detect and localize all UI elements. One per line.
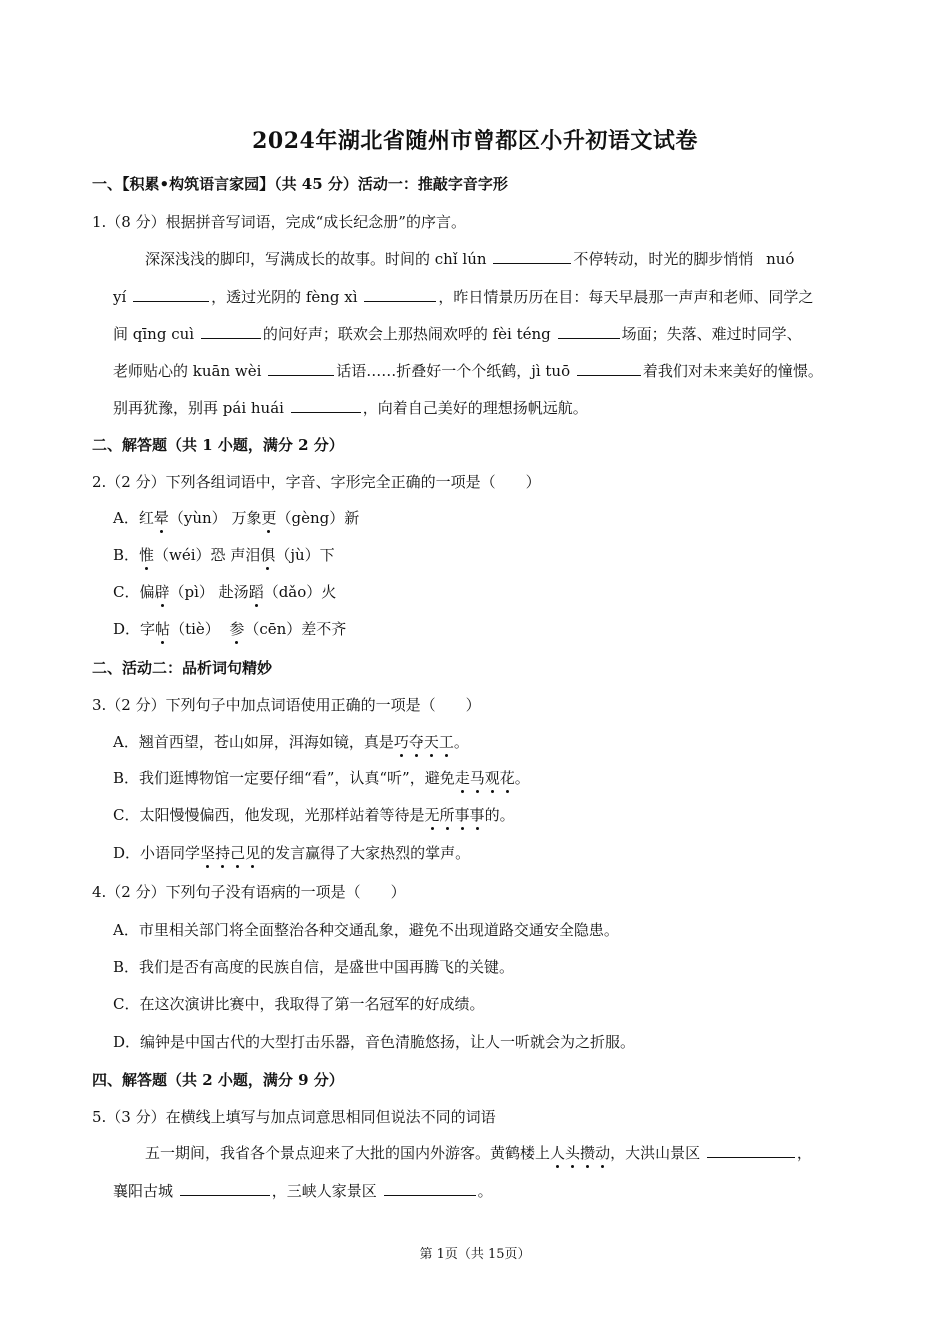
option-label: B．: [113, 546, 140, 564]
dotted-char: 攒: [580, 1144, 596, 1162]
question-5-line-2: [113, 1181, 493, 1201]
dotted-char: 马: [469, 769, 485, 787]
dotted-char: 花: [499, 769, 515, 787]
page-title: 2024年湖北省随州市曾都区小升初语文试卷: [252, 128, 698, 154]
option-label: A．: [113, 509, 139, 527]
dotted-char: 天: [423, 733, 439, 751]
question-1-line-2: [113, 287, 813, 307]
dotted-char: 辟: [154, 583, 170, 601]
option-label: C．: [113, 995, 140, 1013]
option-label: C．: [113, 806, 140, 824]
question-1-line-1: [145, 249, 794, 269]
dotted-char: 己: [230, 844, 246, 862]
dotted-char: 持: [215, 844, 231, 862]
option-text: 小语同学: [140, 844, 201, 862]
section-heading-4: 四、解答题（共 2 小题，满分 9 分）: [92, 1071, 344, 1089]
option-text: （pì） 赴汤: [169, 583, 249, 601]
q1-text: ，昨日情景历历在目：每天早晨那一声声和老师、同学之: [438, 288, 814, 306]
answer-blank[interactable]: [291, 398, 361, 413]
q1-text: nuó: [766, 250, 795, 268]
option-text: （wéi）恐 声泪: [154, 546, 261, 564]
q1-text: 老师贴心的 kuān wèi: [113, 362, 262, 380]
answer-blank[interactable]: [707, 1143, 795, 1158]
option-text: 我们是否有高度的民族自信，是盛世中国再腾飞的关键。: [139, 958, 515, 976]
option-text: 偏: [139, 583, 155, 601]
question-4-option-d[interactable]: [113, 1032, 635, 1052]
q1-text: ，向着自己美好的理想扬帆远航。: [362, 399, 588, 417]
question-4-option-a[interactable]: [113, 920, 619, 940]
dotted-char: 动: [595, 1144, 611, 1162]
q1-text: 不停转动，时光的脚步悄悄: [573, 250, 754, 268]
q5-text: 五一期间，我省各个景点迎来了大批的国内外游客。黄鹤楼上: [145, 1144, 551, 1162]
q5-text: ，: [796, 1144, 812, 1162]
question-1-line-5: [113, 398, 588, 418]
question-2-option-a[interactable]: [113, 508, 359, 528]
q1-text: 着我们对未来美好的憧憬。: [642, 362, 823, 380]
q1-text: ，透过光阴的 fèng xì: [211, 288, 358, 306]
option-text: （dǎo）火: [263, 583, 337, 601]
option-label: A．: [113, 733, 139, 751]
question-2-option-d[interactable]: [113, 619, 346, 639]
option-text: 。: [514, 769, 530, 787]
question-4-stem: 4.（2 分）下列句子没有语病的一项是（ ）: [92, 883, 406, 901]
option-text: 在这次演讲比赛中，我取得了第一名冠军的好成绩。: [139, 995, 485, 1013]
question-2-stem: 2.（2 分）下列各组词语中，字音、字形完全正确的一项是（ ）: [92, 473, 541, 491]
answer-blank[interactable]: [384, 1181, 476, 1196]
dotted-char: 惟: [139, 546, 155, 564]
dotted-char: 更: [261, 509, 277, 527]
question-2-option-b[interactable]: [113, 545, 335, 565]
answer-blank[interactable]: [577, 361, 641, 376]
answer-blank[interactable]: [268, 361, 334, 376]
option-text: 翘首西望，苍山如屏，洱海如镜，真是: [138, 733, 394, 751]
answer-blank[interactable]: [493, 249, 571, 264]
dotted-char: 俱: [260, 546, 276, 564]
option-text: 我们逛博物馆一定要仔细“看”，认真“听”，避免: [139, 769, 455, 787]
option-label: C．: [113, 583, 140, 601]
q5-text: 。: [477, 1182, 493, 1200]
dotted-char: 头: [565, 1144, 581, 1162]
dotted-char: 晕: [153, 509, 169, 527]
q1-text: 的问好声；联欢会上那热闹欢呼的 fèi téng: [262, 325, 551, 343]
option-text: 字: [140, 620, 156, 638]
question-4-option-b[interactable]: [113, 957, 514, 977]
option-label: B．: [113, 958, 140, 976]
dotted-char: 参: [229, 620, 245, 638]
option-text: 的发言赢得了大家热烈的掌声。: [260, 844, 471, 862]
answer-blank[interactable]: [364, 287, 436, 302]
q5-text: ，大洪山景区: [610, 1144, 701, 1162]
page-footer: 第 1页（共 15页）: [419, 1247, 531, 1262]
option-text: 的。: [484, 806, 515, 824]
question-3-option-a[interactable]: [113, 732, 469, 752]
option-label: D．: [113, 620, 141, 638]
answer-blank[interactable]: [180, 1181, 270, 1196]
dotted-char: 帖: [155, 620, 171, 638]
dotted-char: 工: [438, 733, 454, 751]
question-1-line-3: [113, 324, 802, 344]
dotted-char: 观: [484, 769, 500, 787]
answer-blank[interactable]: [201, 324, 261, 339]
option-label: A．: [113, 921, 139, 939]
option-text: （jù）下: [275, 546, 335, 564]
option-label: D．: [113, 844, 141, 862]
dotted-char: 人: [550, 1144, 566, 1162]
question-3-stem: 3.（2 分）下列句子中加点词语使用正确的一项是（ ）: [92, 696, 481, 714]
option-text: 。: [453, 733, 469, 751]
question-5-stem: 5.（3 分）在横线上填写与加点词意思相同但说法不同的词语: [92, 1108, 496, 1126]
option-text: 红: [138, 509, 154, 527]
answer-blank[interactable]: [133, 287, 209, 302]
option-text: （cēn）差不齐: [244, 620, 347, 638]
section-heading-1: 一、【积累•构筑语言家园】（共 45 分）活动一：推敲字音字形: [92, 175, 508, 193]
option-text: （yùn） 万象: [168, 509, 262, 527]
answer-blank[interactable]: [558, 324, 620, 339]
question-3-option-c[interactable]: [113, 805, 515, 825]
question-3-option-d[interactable]: [113, 843, 470, 863]
dotted-char: 事: [454, 806, 470, 824]
dotted-char: 事: [469, 806, 485, 824]
q1-text: 场面；失落、难过时同学、: [621, 325, 802, 343]
option-text: 太阳慢慢偏西，他发现，光那样站着等待是: [139, 806, 425, 824]
question-2-option-c[interactable]: [113, 582, 336, 602]
q1-text: yí: [113, 288, 127, 306]
q5-text: ，三峡人家景区: [271, 1182, 377, 1200]
option-text: （tiè）: [170, 620, 230, 638]
dotted-char: 所: [439, 806, 455, 824]
dotted-char: 见: [245, 844, 261, 862]
q1-text: 话语……折叠好一个个纸鹤，jì tuō: [336, 362, 571, 380]
dotted-char: 无: [424, 806, 440, 824]
option-text: 编钟是中国古代的大型打击乐器，音色清脆悠扬，让人一听就会为之折服。: [140, 1033, 636, 1051]
dotted-char: 走: [454, 769, 470, 787]
dotted-char: 夺: [408, 733, 424, 751]
dotted-char: 巧: [393, 733, 409, 751]
question-1-line-4: [113, 361, 823, 381]
option-label: B．: [113, 769, 140, 787]
q5-text: 襄阳古城: [113, 1182, 174, 1200]
section-heading-2: 二、解答题（共 1 小题，满分 2 分）: [92, 436, 344, 454]
option-text: （gèng）新: [276, 509, 360, 527]
option-text: 市里相关部门将全面整治各种交通乱象，避免不出现道路交通安全隐患。: [138, 921, 619, 939]
section-heading-3: 二、活动二：品析词句精妙: [92, 659, 273, 677]
question-4-option-c[interactable]: [113, 994, 485, 1014]
question-1-stem: 1.（8 分）根据拼音写词语，完成“成长纪念册”的序言。: [92, 213, 466, 231]
dotted-char: 坚: [200, 844, 216, 862]
q1-text: 深深浅浅的脚印，写满成长的故事。时间的 chǐ lún: [145, 250, 487, 268]
q1-text: 间 qīng cuì: [113, 325, 195, 343]
dotted-char: 蹈: [248, 583, 264, 601]
question-3-option-b[interactable]: [113, 768, 530, 788]
question-5-line-1: [145, 1143, 812, 1163]
q1-text: 别再犹豫，别再 pái huái: [113, 399, 284, 417]
option-label: D．: [113, 1033, 141, 1051]
